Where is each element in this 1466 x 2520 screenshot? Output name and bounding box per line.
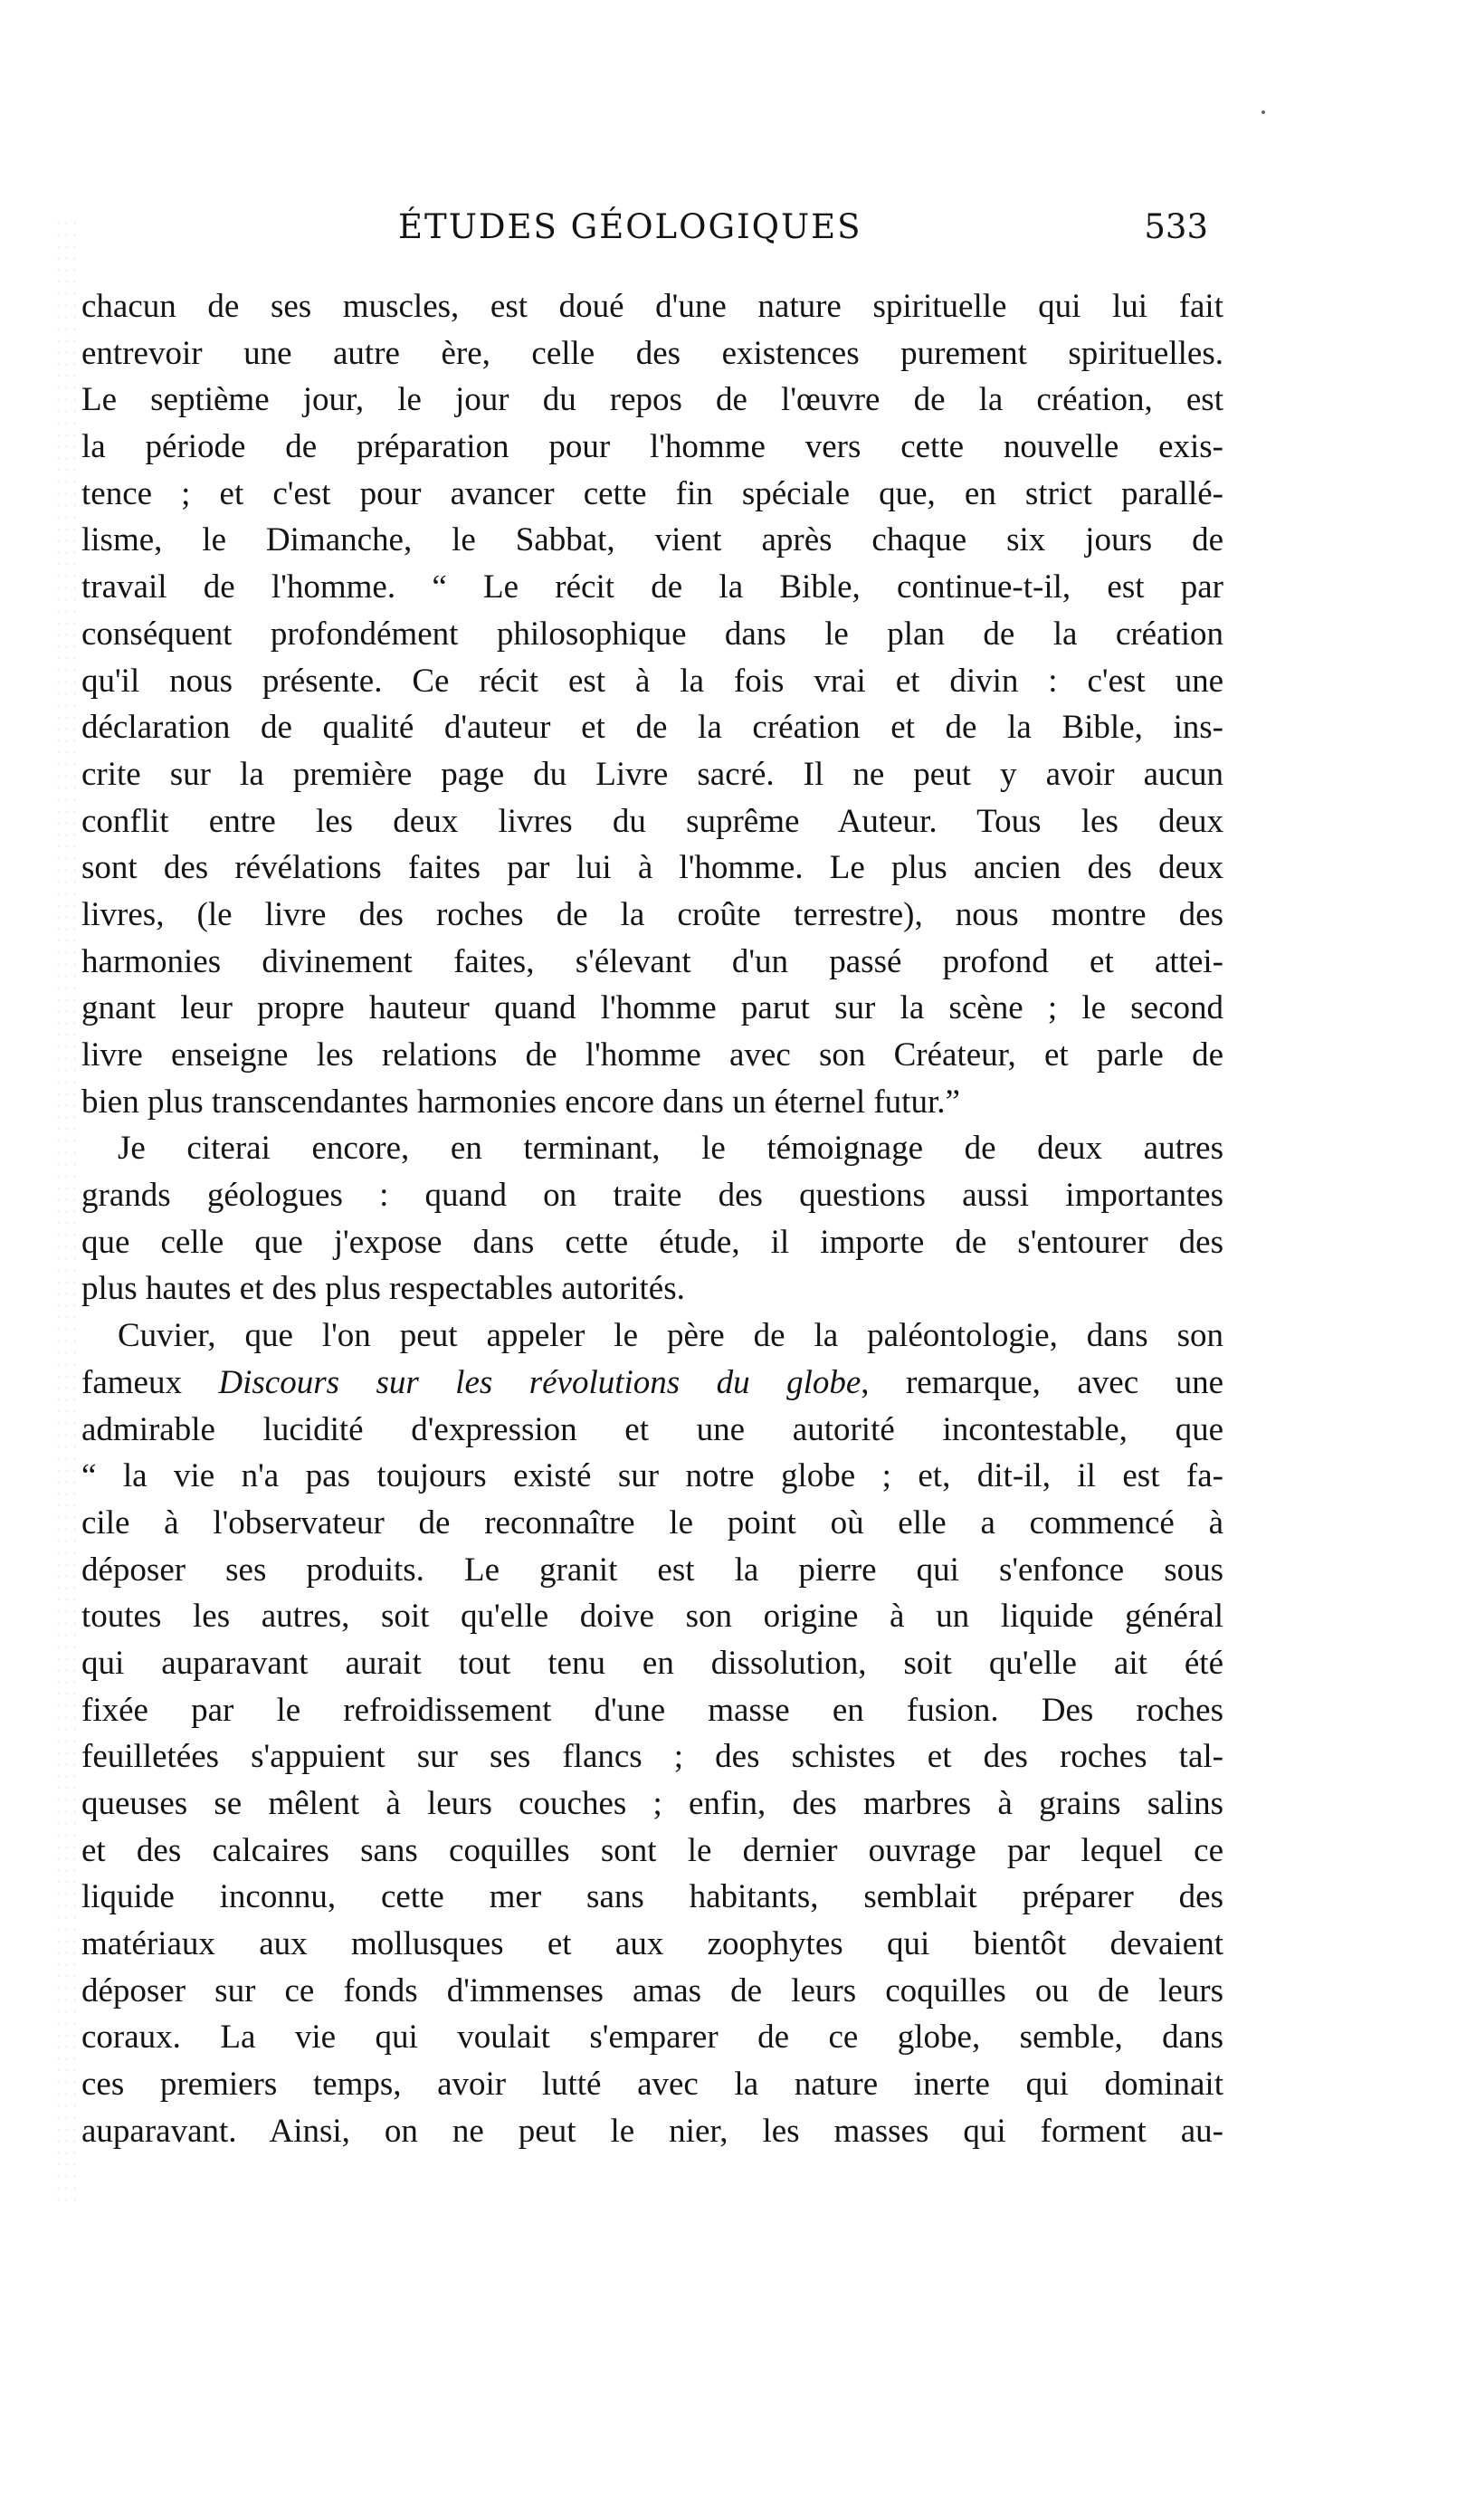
text-line: Je citerai encore, en terminant, le témoignage de deux autres [118, 1130, 1223, 1168]
text-line: ces premiers temps, avoir lutté avec la nature inerte qui dominait [81, 2066, 1223, 2104]
text-line: entrevoir une autre ère, celle des existences purement spirituelles. [81, 334, 1223, 372]
text-line: tence ; et c'est pour avancer cette fin spéciale que, en strict parallé- [81, 474, 1223, 512]
running-title: ÉTUDES GÉOLOGIQUES [398, 207, 862, 246]
text-line: et des calcaires sans coquilles sont le dernier ouvrage par lequel ce [81, 1831, 1223, 1869]
text-line: grands géologues : quand on traite des questions aussi importantes [81, 1177, 1223, 1215]
scan-margin-speckle [54, 217, 81, 2209]
text-line: sont des révélations faites par lui à l'homme. Le plus ancien des deux [81, 849, 1223, 887]
paragraph-3 [81, 1312, 1223, 2154]
text-line: la période de préparation pour l'homme vers cette nouvelle exis- [81, 428, 1223, 466]
text-line: lisme, le Dimanche, le Sabbat, vient après chaque six jours de [81, 521, 1223, 559]
page-number: 533 [1144, 207, 1208, 246]
text-line: travail de l'homme. “ Le récit de la Bible, continue-t-il, est par [81, 568, 1223, 606]
text-line: conséquent profondément philosophique dans le plan de la création [81, 615, 1223, 653]
text-line: feuilletées s'appuient sur ses flancs ; des schistes et des roches tal- [81, 1738, 1223, 1776]
text-line: plus hautes et des plus respectables autorités. [81, 1270, 685, 1308]
text-line-with-title: fameux Discours sur les révolutions du globe, remarque, avec une [81, 1363, 1223, 1401]
scan-dot [1261, 110, 1265, 114]
text-line: déclaration de qualité d'auteur et de la création et de la Bible, ins- [81, 709, 1223, 747]
running-head [0, 205, 1466, 250]
text-line: admirable lucidité d'expression et une autorité incontestable, que [81, 1410, 1223, 1448]
text-line: “ la vie n'a pas toujours existé sur notre globe ; et, dit-il, il est fa- [81, 1457, 1223, 1495]
text-line: crite sur la première page du Livre sacré. Il ne peut y avoir aucun [81, 755, 1223, 793]
text-line: queuses se mêlent à leurs couches ; enfin, des marbres à grains salins [81, 1785, 1223, 1822]
text-line: déposer ses produits. Le granit est la pierre qui s'enfonce sous [81, 1551, 1223, 1589]
text-line: chacun de ses muscles, est doué d'une nature spirituelle qui lui fait [81, 288, 1223, 325]
paragraph-2 [81, 1125, 1223, 1312]
text-line: liquide inconnu, cette mer sans habitants, semblait préparer des [81, 1878, 1223, 1916]
text-line: cile à l'observateur de reconnaître le point où elle a commencé à [81, 1503, 1223, 1542]
text-line: livre enseigne les relations de l'homme avec son Créateur, et parle de [81, 1036, 1223, 1074]
text-line: qui auparavant aurait tout tenu en dissolution, soit qu'elle ait été [81, 1644, 1223, 1682]
text-line: toutes les autres, soit qu'elle doive son origine à un liquide général [81, 1598, 1223, 1636]
text-line: que celle que j'expose dans cette étude, il importe de s'entourer des [81, 1223, 1223, 1261]
text-line: coraux. La vie qui voulait s'emparer de ce globe, semble, dans [81, 2019, 1223, 2057]
text-line: fixée par le refroidissement d'une masse en fusion. Des roches [81, 1691, 1223, 1729]
text-line: Cuvier, que l'on peut appeler le père de la paléontologie, dans son [118, 1317, 1223, 1355]
text-line: auparavant. Ainsi, on ne peut le nier, les masses qui forment au- [81, 2112, 1223, 2150]
text-line: harmonies divinement faites, s'élevant d'un passé profond et attei- [81, 942, 1223, 980]
text-line: gnant leur propre hauteur quand l'homme parut sur la scène ; le second [81, 989, 1223, 1027]
text-line: conflit entre les deux livres du suprême Auteur. Tous les deux [81, 802, 1223, 840]
book-title: Discours sur les révolutions du globe [218, 1363, 862, 1401]
text-line: Le septième jour, le jour du repos de l'œuvre de la création, est [81, 381, 1223, 419]
paragraph-1 [81, 283, 1223, 1125]
body-text [81, 283, 1223, 2155]
text-line: matériaux aux mollusques et aux zoophytes qui bientôt devaient [81, 1925, 1223, 1963]
text-line: qu'il nous présente. Ce récit est à la fois vrai et divin : c'est une [81, 662, 1223, 700]
text-line: déposer sur ce fonds d'immenses amas de leurs coquilles ou de leurs [81, 1971, 1223, 2009]
text-line: bien plus transcendantes harmonies encore dans un éternel futur.” [81, 1083, 960, 1121]
text-line: livres, (le livre des roches de la croûte terrestre), nous montre des [81, 895, 1223, 933]
